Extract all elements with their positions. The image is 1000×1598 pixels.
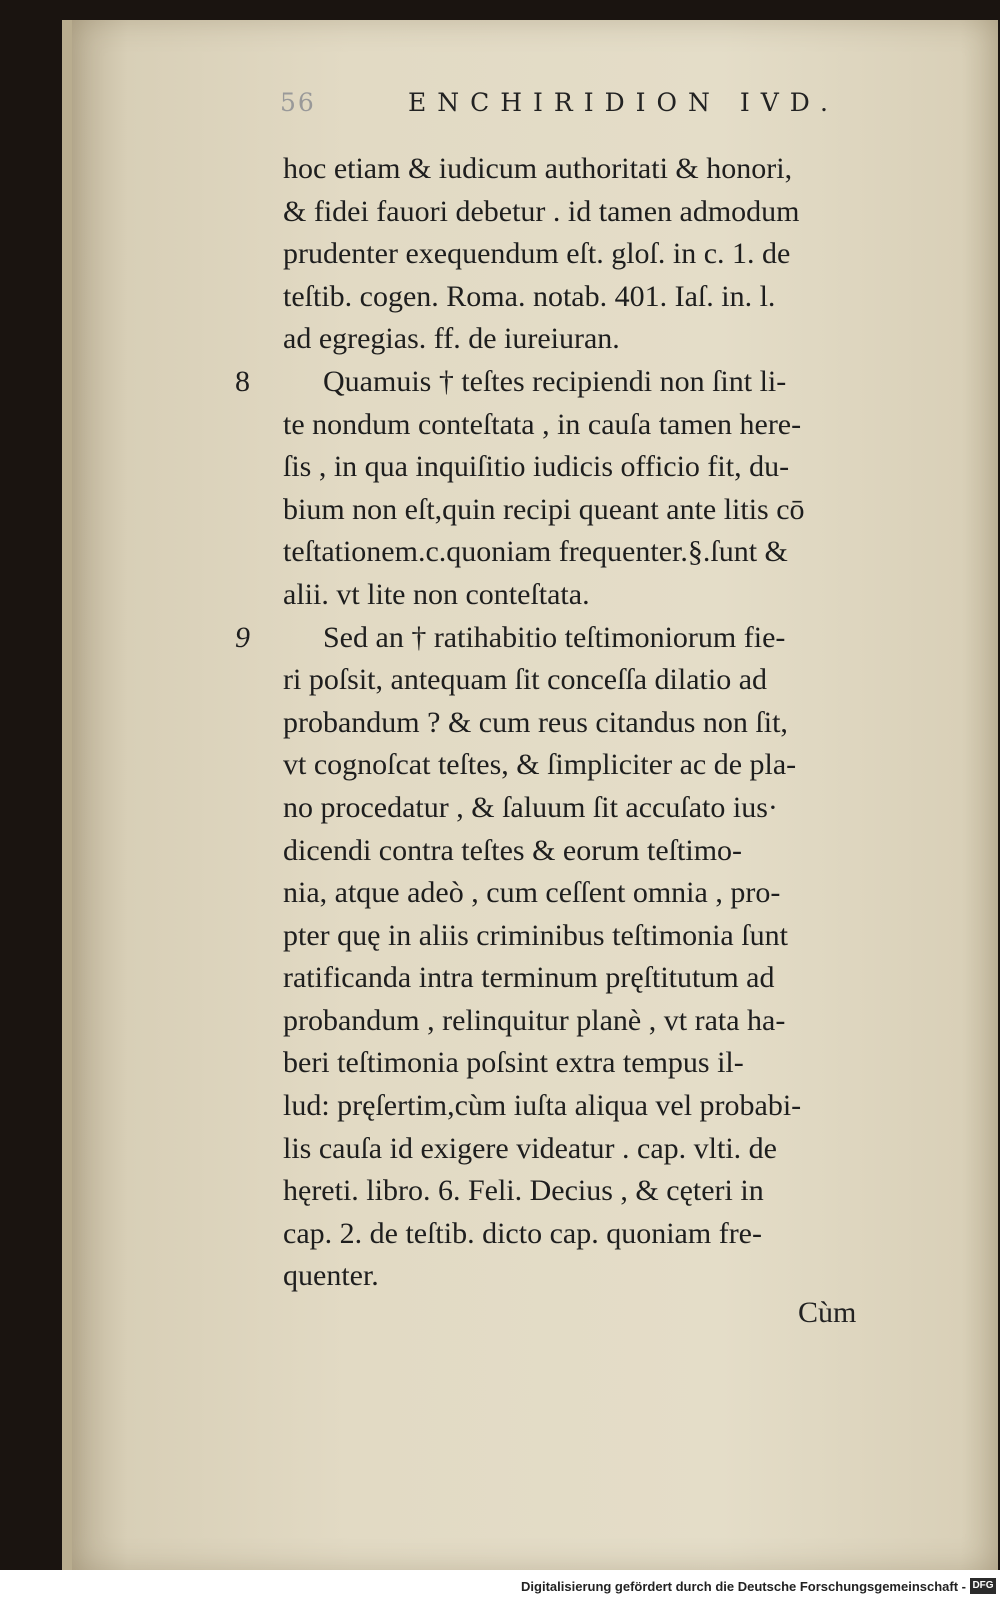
- body-text: [235, 148, 950, 1298]
- text-line: pter quę in aliis criminibus teſtimonia ſunt: [283, 918, 788, 952]
- page-header: [280, 88, 900, 128]
- text-line: ratificanda intra terminum pręſtitutum ad: [283, 961, 775, 995]
- paragraph-9: [235, 617, 950, 1299]
- text-line: te nondum conteſtata , in cauſa tamen here-: [283, 407, 802, 441]
- text-line: probandum ? & cum reus citandus non ſit,: [283, 705, 788, 739]
- text-line: ad egregias. ff. de iureiuran.: [283, 322, 620, 356]
- text-line: & fidei fauori debetur . id tamen admodum: [283, 194, 800, 228]
- text-line: quenter.: [283, 1259, 379, 1293]
- text-line: ri poſsit, antequam ſit conceſſa dilatio ad: [283, 663, 768, 697]
- text-line: alii. vt lite non conteſtata.: [283, 577, 590, 611]
- text-line: hoc etiam & iudicum authoritati & honori,: [283, 152, 793, 185]
- text-line: lis cauſa id exigere videatur . cap. vlti. de: [283, 1131, 777, 1165]
- footer-credit: Digitalisierung gefördert durch die Deutsche Forschungsgemeinschaft -: [521, 1579, 966, 1594]
- paragraph-number: 8: [235, 364, 250, 398]
- text-line: hęreti. libro. 6. Feli. Decius , & cęteri in: [283, 1174, 764, 1208]
- text-line: lud: pręſertim,cùm iuſta aliqua vel probabi-: [283, 1089, 802, 1123]
- catchword: Cùm: [798, 1296, 857, 1329]
- text-line: probandum , relinquitur planè , vt rata ha-: [283, 1003, 786, 1037]
- text-line: cap. 2. de teſtib. dicto cap. quoniam fre-: [283, 1216, 762, 1250]
- text-line: Sed an † ratihabitio teſtimoniorum fie-: [323, 620, 786, 654]
- text-line: beri teſtimonia poſsint extra tempus il-: [283, 1046, 744, 1080]
- text-line: prudenter exequendum eſt. gloſ. in c. 1. de: [283, 237, 791, 271]
- footer-bar: [0, 1570, 1000, 1598]
- text-line: dicendi contra teſtes & eorum teſtimo-: [283, 833, 743, 867]
- dfg-logo-icon: DFG: [970, 1578, 996, 1594]
- text-line: ſis , in qua inquiſitio iudicis officio fit, du-: [283, 450, 790, 484]
- text-line: vt cognoſcat teſtes, & ſimpliciter ac de pla-: [283, 748, 797, 782]
- text-line: teſtib. cogen. Roma. notab. 401. Iaſ. in. l.: [283, 279, 776, 313]
- running-title: ENCHIRIDION IVD.: [408, 88, 839, 117]
- folio-number: 56: [280, 88, 316, 117]
- paragraph-number: 9: [235, 620, 250, 654]
- text-line: bium non eſt,quin recipi queant ante litis cō: [283, 492, 805, 526]
- text-line: teſtationem.c.quoniam frequenter.§.ſunt &: [283, 535, 788, 569]
- paragraph-8: [235, 361, 950, 617]
- text-line: nia, atque adeò , cum ceſſent omnia , pro-: [283, 876, 781, 910]
- text-line: no procedatur , & ſaluum ſit accuſato ius·: [283, 790, 778, 824]
- text-line: Quamuis † teſtes recipiendi non ſint li-: [323, 364, 787, 398]
